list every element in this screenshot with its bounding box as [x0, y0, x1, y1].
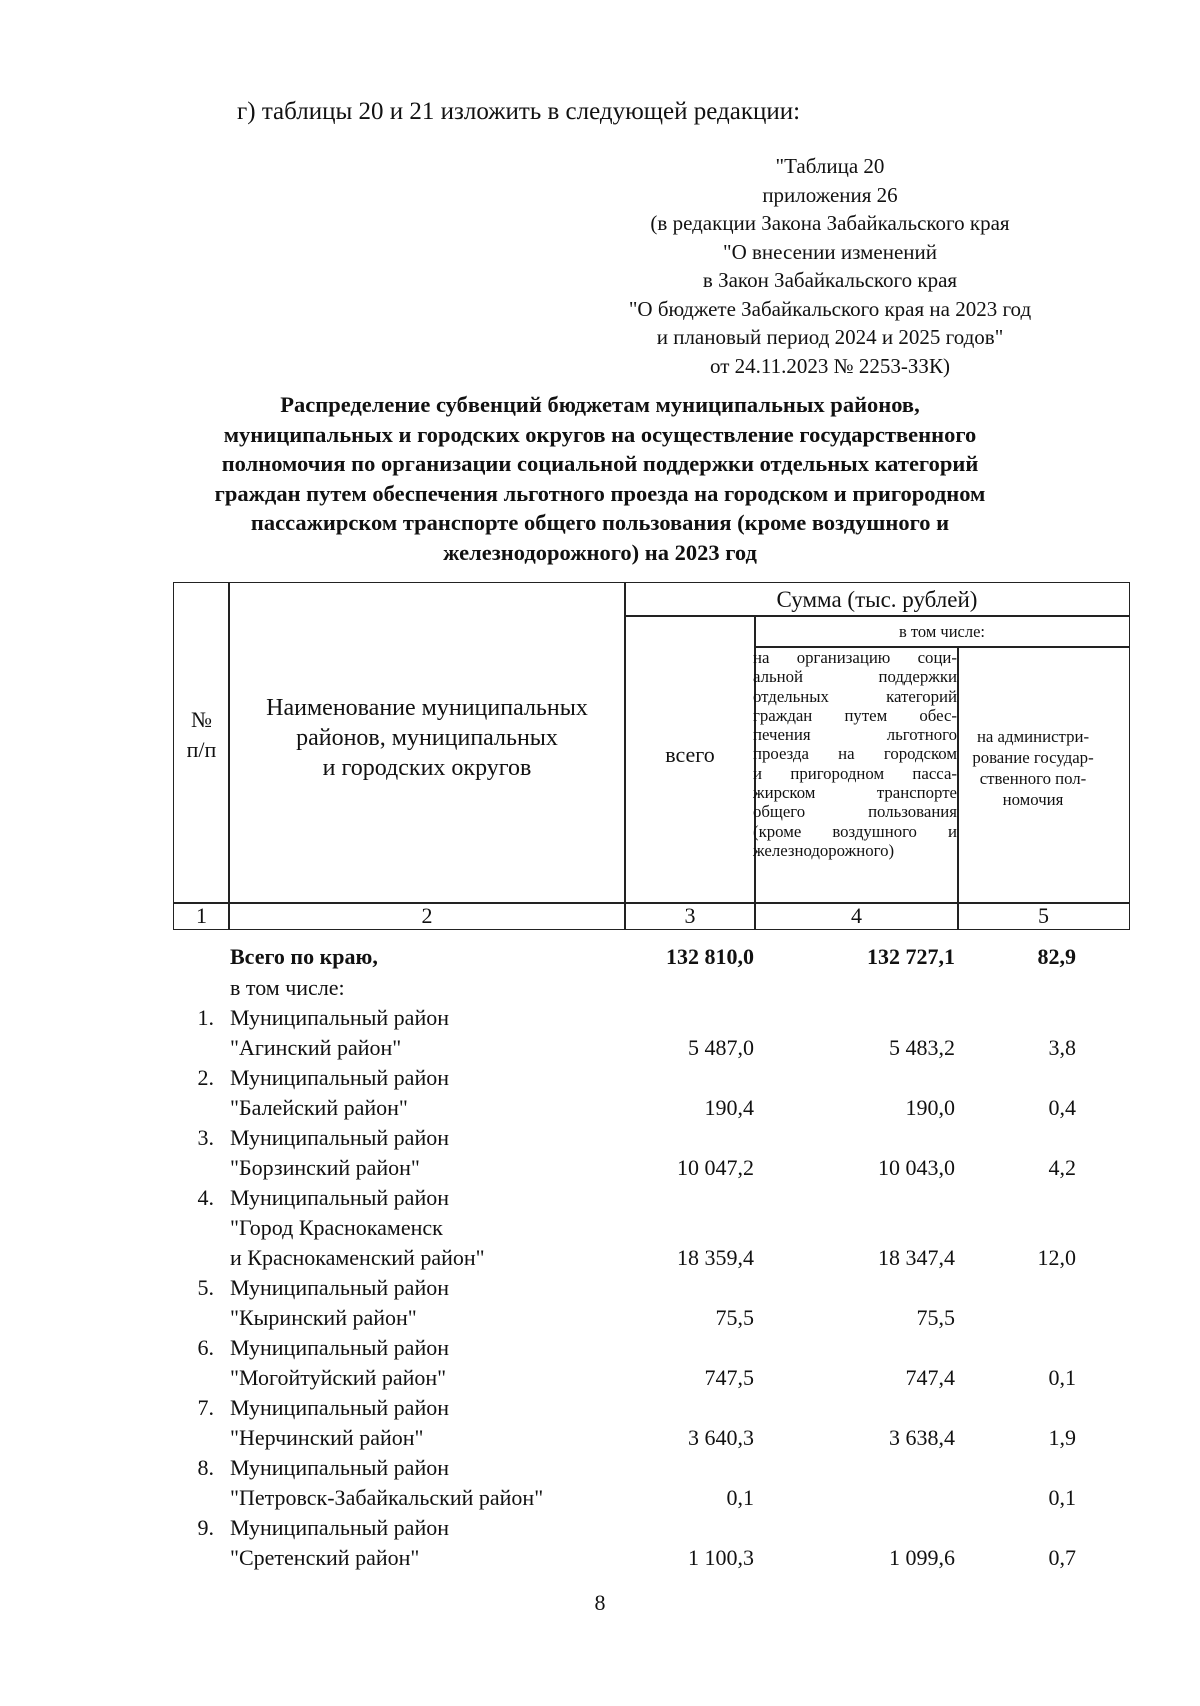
row-name-line: "Кыринский район" — [230, 1305, 417, 1330]
header-name-line3: и городских округов — [322, 755, 532, 781]
header-name-label — [228, 690, 626, 786]
caption-line: в Закон Забайкальского края — [702, 268, 958, 292]
row-admin: 0,4 — [1048, 1095, 1076, 1120]
summary-admin: 82,9 — [1037, 944, 1076, 969]
title-line: полномочия по организации социальной поддержки отдельных категорий — [221, 451, 979, 476]
header-col4-line: отдельных категорий — [753, 686, 957, 706]
row-support: 190,0 — [905, 1095, 955, 1120]
caption-line: и плановый период 2024 и 2025 годов" — [656, 325, 1004, 349]
header-num-label — [173, 700, 230, 770]
column-number: 5 — [1038, 903, 1049, 928]
row-number: 6. — [197, 1335, 214, 1360]
row-name-line: Муниципальный район — [230, 1515, 449, 1540]
row-number: 1. — [197, 1005, 214, 1030]
row-name-line: Муниципальный район — [230, 1335, 449, 1360]
row-number: 4. — [197, 1185, 214, 1210]
caption-line: (в редакции Закона Забайкальского края — [650, 211, 1010, 235]
page-number: 8 — [594, 1590, 606, 1615]
header-col4-line: и пригородном пасса- — [753, 763, 957, 783]
row-total: 18 359,4 — [677, 1245, 754, 1270]
row-name-line: "Могойтуйский район" — [230, 1365, 447, 1390]
row-number: 7. — [197, 1395, 214, 1420]
header-name-line1: Наименование муниципальных — [266, 695, 588, 721]
row-number: 3. — [197, 1125, 214, 1150]
row-admin: 0,1 — [1048, 1365, 1076, 1390]
row-name-line: "Нерчинский район" — [230, 1425, 424, 1450]
row-number: 2. — [197, 1065, 214, 1090]
row-total: 1 100,3 — [688, 1545, 754, 1570]
intro-text: г) таблицы 20 и 21 изложить в следующей редакции: — [237, 98, 801, 125]
document-title — [150, 390, 1050, 567]
row-name-line: Муниципальный район — [230, 1455, 449, 1480]
header-col4-line: (кроме воздушного и — [753, 821, 957, 841]
header-num-line1: № — [191, 707, 212, 732]
title-line: пассажирском транспорте общего пользования (кроме воздушного и — [250, 510, 950, 535]
summary-support: 132 727,1 — [867, 944, 955, 969]
row-name-line: Муниципальный район — [230, 1275, 449, 1300]
row-name-line: и Краснокаменский район" — [230, 1245, 485, 1270]
row-name-line: "Сретенский район" — [230, 1545, 420, 1570]
row-admin: 0,7 — [1048, 1545, 1076, 1570]
column-number: 1 — [196, 903, 207, 928]
summary-including: в том числе: — [230, 975, 345, 1000]
row-name-line: Муниципальный район — [230, 1125, 449, 1150]
row-name-line: "Борзинский район" — [230, 1155, 420, 1180]
caption-line: "О внесении изменений — [723, 239, 937, 264]
row-support: 3 638,4 — [889, 1425, 955, 1450]
table-caption — [560, 152, 1100, 380]
row-total: 0,1 — [726, 1485, 754, 1510]
header-total-label: всего — [665, 742, 715, 767]
row-admin: 3,8 — [1048, 1035, 1076, 1060]
summary-name: Всего по краю, — [230, 944, 378, 969]
row-admin: 0,1 — [1048, 1485, 1076, 1510]
header-including-label: в том числе: — [898, 621, 985, 641]
header-col4-line: жирском транспорте — [753, 783, 957, 803]
row-name-line: Муниципальный район — [230, 1065, 449, 1090]
row-support: 1 099,6 — [889, 1545, 955, 1570]
caption-line: "Таблица 20 — [775, 154, 885, 178]
row-total: 5 487,0 — [688, 1035, 754, 1060]
row-support: 18 347,4 — [878, 1245, 955, 1270]
header-col4-line: граждан путем обес- — [753, 705, 957, 725]
row-admin: 4,2 — [1048, 1155, 1076, 1180]
title-line: Распределение субвенций бюджетам муниципальных районов, — [280, 392, 920, 417]
header-col5-line: рование государ- — [972, 748, 1094, 767]
header-col5-label — [957, 726, 1109, 810]
header-num-line2: п/п — [186, 737, 217, 762]
row-support: 75,5 — [916, 1305, 955, 1330]
header-col4-line: железнодорожного) — [753, 840, 895, 860]
title-line: граждан путем обеспечения льготного проезда на городском и пригородном — [214, 480, 986, 506]
row-name-line: "Город Краснокаменск — [230, 1215, 443, 1240]
title-line: железнодорожного) на 2023 год — [443, 539, 757, 565]
row-name-line: "Агинский район" — [230, 1035, 402, 1060]
row-support: 747,4 — [905, 1365, 955, 1390]
header-col4-line: альной поддержки — [753, 667, 957, 687]
header-name-line2: районов, муниципальных — [296, 725, 558, 751]
row-total: 190,4 — [704, 1095, 754, 1120]
header-col4-label — [753, 648, 957, 860]
row-support: 10 043,0 — [878, 1155, 955, 1180]
row-total: 10 047,2 — [677, 1155, 754, 1180]
title-line: муниципальных и городских округов на осуществление государственного — [223, 421, 977, 447]
row-name-line: "Балейский район" — [230, 1095, 408, 1120]
column-number: 4 — [851, 903, 862, 928]
row-admin: 12,0 — [1037, 1245, 1076, 1270]
caption-line: от 24.11.2023 № 2253-ЗЗК) — [710, 353, 950, 378]
row-total: 3 640,3 — [688, 1425, 754, 1450]
header-col5-line: на администри- — [976, 727, 1090, 746]
header-col5-line: ственного пол- — [979, 769, 1087, 788]
column-number: 3 — [684, 903, 696, 928]
row-name-line: Муниципальный район — [230, 1395, 449, 1420]
row-support: 5 483,2 — [889, 1035, 955, 1060]
row-total: 75,5 — [715, 1305, 754, 1330]
header-col4-line: печения льготного — [753, 725, 957, 745]
header-sum-label: Сумма (тыс. рублей) — [776, 586, 978, 612]
caption-line: "О бюджете Забайкальского края на 2023 год — [628, 296, 1032, 321]
row-admin: 1,9 — [1048, 1425, 1076, 1450]
row-number: 5. — [197, 1275, 214, 1300]
header-col4-line: на организацию соци- — [753, 648, 957, 667]
row-name-line: "Петровск-Забайкальский район" — [230, 1485, 544, 1510]
row-name-line: Муниципальный район — [230, 1005, 449, 1030]
row-name-line: Муниципальный район — [230, 1185, 449, 1210]
row-total: 747,5 — [704, 1365, 754, 1390]
header-col5-line: номочия — [1002, 790, 1064, 809]
row-number: 9. — [197, 1515, 214, 1540]
header-col4-line: общего пользования — [753, 802, 957, 822]
column-number: 2 — [421, 903, 433, 928]
summary-total: 132 810,0 — [666, 944, 754, 969]
header-col4-line: проезда на городском — [753, 744, 957, 764]
caption-line: приложения 26 — [762, 182, 898, 207]
row-number: 8. — [197, 1455, 214, 1480]
